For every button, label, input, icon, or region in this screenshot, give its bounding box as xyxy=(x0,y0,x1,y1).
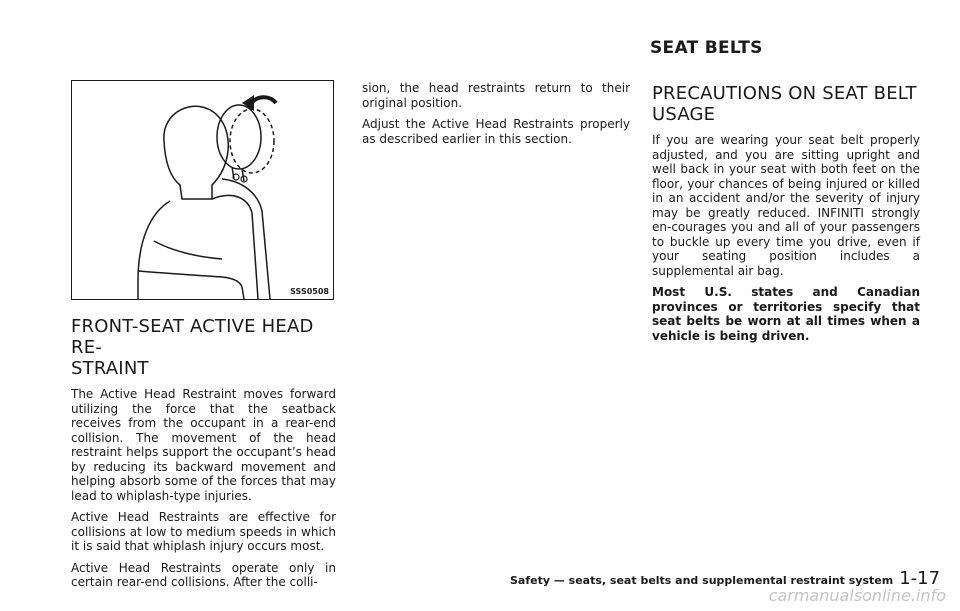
paragraph: The Active Head Restraint moves forward utilizing the force that the seatback receives from the occupant in a rear-end collision. The movement of the head restraint helps support the occupant’s head by reducing its backward movement and helping absorb some of the forces that may lead to whiplash-type injuries. xyxy=(71,387,336,503)
left-column xyxy=(71,316,336,597)
paragraph: If you are wearing your seat belt properly adjusted, and you are sitting upright and well back in your seat with both feet on the floor, your chances of being injured or killed in an accident and/or the severity of injury may be greatly reduced. INFINITI strongly en-courages you and all of your passengers to buckle up every time you drive, even if your seating position includes a supplemental air bag. xyxy=(652,133,920,278)
bold-paragraph: Most U.S. states and Canadian provinces or territories specify that seat belts be worn at all times when a vehicle is being driven. xyxy=(652,285,920,343)
footer-title: Safety — seats, seat belts and supplemental restraint system xyxy=(510,574,894,587)
figure-caption: SSS0508 xyxy=(290,287,329,296)
heading-line: STRAINT xyxy=(71,358,149,379)
front-seat-head-restraint-heading xyxy=(71,316,336,379)
paragraph: Active Head Restraints operate only in certain rear-end collisions. After the colli- xyxy=(71,560,336,589)
paragraph: sion, the head restraints return to their original position. xyxy=(362,81,630,110)
paragraph: Active Head Restraints are effective for collisions at low to medium speeds in which it is said that whiplash injury occurs most. xyxy=(71,510,336,553)
heading-line: PRECAUTIONS ON SEAT BELT xyxy=(652,83,917,104)
section-header: SEAT BELTS xyxy=(650,38,763,58)
watermark: carmanualsonline.info xyxy=(768,586,946,605)
page-number: 1-17 xyxy=(899,568,941,589)
head-restraint-figure xyxy=(71,80,334,300)
right-column xyxy=(652,83,920,350)
paragraph: Adjust the Active Head Restraints properly as described earlier in this section. xyxy=(362,117,630,146)
head-restraint-illustration-icon xyxy=(72,81,333,299)
middle-column xyxy=(362,81,630,153)
heading-line: USAGE xyxy=(652,104,716,125)
heading-line: FRONT-SEAT ACTIVE HEAD RE- xyxy=(71,316,314,358)
seat-belt-precautions-heading xyxy=(652,83,920,125)
